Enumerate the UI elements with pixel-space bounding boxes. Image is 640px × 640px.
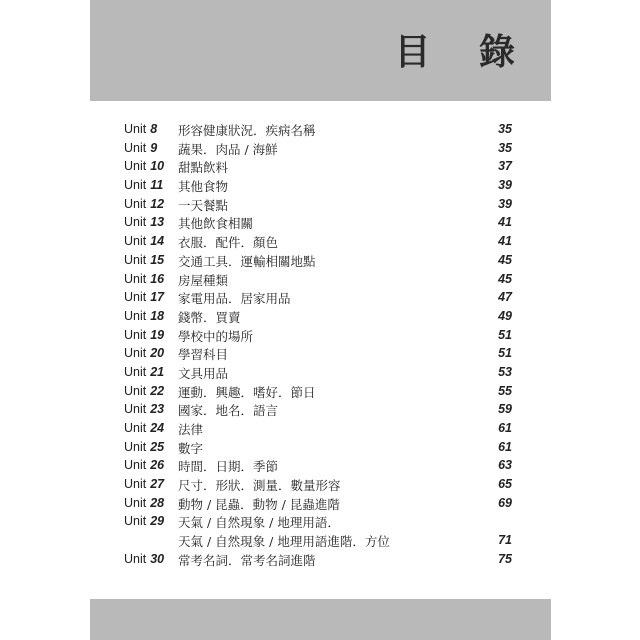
unit-number: 28	[150, 495, 165, 510]
unit-label	[124, 440, 176, 454]
unit-word: Unit	[124, 122, 147, 136]
page-number: 61	[498, 421, 512, 435]
page-number: 59	[498, 402, 512, 417]
page-number: 63	[498, 458, 512, 473]
unit-label	[124, 514, 176, 528]
page-number: 47	[498, 290, 512, 305]
unit-word: Unit	[124, 215, 147, 230]
page-number: 53	[498, 364, 512, 379]
unit-word: Unit	[124, 327, 147, 342]
page-number: 41	[498, 215, 512, 230]
unit-word: Unit	[124, 477, 147, 492]
topic-title: 家電用品．居家用品	[178, 291, 291, 307]
page-number: 71	[498, 533, 512, 548]
toc-row	[124, 384, 512, 403]
unit-number: 11	[150, 178, 164, 193]
toc-row	[124, 477, 512, 496]
unit-number: 25	[150, 439, 165, 454]
unit-label	[124, 496, 176, 510]
unit-number: 12	[150, 196, 165, 211]
unit-number: 20	[150, 346, 165, 361]
toc-row	[124, 533, 512, 552]
unit-label	[124, 215, 176, 229]
topic-title: 甜點飲料	[178, 160, 229, 176]
unit-word: Unit	[124, 271, 147, 286]
toc-row	[124, 253, 512, 272]
topic-title: 其他食物	[178, 179, 229, 195]
unit-word: Unit	[124, 421, 147, 435]
unit-word: Unit	[124, 140, 147, 155]
unit-number: 30	[150, 551, 165, 566]
page-number: 35	[498, 122, 512, 136]
unit-number: 9	[150, 140, 158, 155]
toc-row	[124, 290, 512, 309]
unit-word: Unit	[124, 252, 147, 267]
unit-word: Unit	[124, 495, 147, 510]
unit-number: 10	[150, 159, 165, 174]
toc-row	[124, 421, 512, 440]
page-number: 35	[498, 140, 512, 155]
unit-label	[124, 290, 176, 304]
unit-label	[124, 197, 176, 211]
unit-number: 27	[150, 477, 165, 492]
topic-title: 學習科目	[178, 347, 229, 363]
page-number: 51	[498, 346, 512, 361]
unit-label	[124, 421, 176, 435]
unit-number: 13	[150, 215, 165, 230]
topic-title: 錢幣．買賣	[178, 309, 241, 325]
unit-label	[124, 384, 176, 398]
unit-label	[124, 346, 176, 360]
unit-word: Unit	[124, 196, 147, 211]
header-band	[90, 0, 551, 101]
unit-number: 19	[150, 327, 165, 342]
topic-title: 交通工具．運輸相關地點	[178, 253, 316, 269]
page-number: 37	[498, 159, 512, 174]
topic-title: 一天餐點	[178, 197, 229, 213]
toc-row	[124, 402, 512, 421]
toc-row	[124, 272, 512, 291]
topic-title: 數字	[178, 440, 204, 456]
page-number: 75	[498, 551, 512, 566]
unit-label	[124, 552, 176, 566]
unit-label	[124, 477, 176, 491]
page-number: 49	[498, 308, 512, 323]
toc-row	[124, 458, 512, 477]
footer-band	[90, 599, 551, 640]
unit-number: 16	[150, 271, 165, 286]
page-number: 39	[498, 196, 512, 211]
unit-word: Unit	[124, 364, 147, 379]
page-number: 51	[498, 327, 512, 342]
topic-title: 其他飲食相關	[178, 216, 254, 232]
page-number: 55	[498, 383, 512, 398]
unit-label	[124, 141, 176, 155]
toc-row	[124, 122, 512, 141]
unit-label	[124, 272, 176, 286]
topic-title: 文具用品	[178, 365, 229, 381]
unit-number: 22	[150, 383, 165, 398]
page-number: 69	[498, 495, 512, 510]
topic-title: 衣服．配件．顏色	[178, 235, 279, 251]
unit-label	[124, 402, 176, 416]
topic-title: 天氣 / 自然現象 / 地理用語．	[178, 515, 340, 531]
toc-row	[124, 346, 512, 365]
toc-row	[124, 496, 512, 515]
topic-title: 蔬果．肉品 / 海鮮	[178, 141, 278, 157]
toc-row	[124, 178, 512, 197]
page-number: 45	[498, 271, 512, 286]
unit-word: Unit	[124, 551, 147, 566]
unit-number: 26	[150, 458, 165, 473]
toc-row	[124, 440, 512, 459]
unit-number: 8	[150, 122, 158, 136]
topic-title: 天氣 / 自然現象 / 地理用語進階．方位	[178, 534, 390, 550]
unit-label	[124, 159, 176, 173]
unit-word: Unit	[124, 402, 147, 417]
unit-label	[124, 122, 176, 136]
page-number: 39	[498, 178, 512, 193]
unit-label	[124, 365, 176, 379]
unit-number: 21	[150, 364, 165, 379]
table-of-contents	[124, 122, 512, 571]
page-number: 41	[498, 234, 512, 249]
toc-row	[124, 197, 512, 216]
page-number: 45	[498, 252, 512, 267]
page-title: 目 錄	[394, 31, 533, 73]
topic-title: 尺寸．形狀．測量．數量形容	[178, 478, 341, 494]
topic-title: 運動．興趣．嗜好．節日	[178, 384, 316, 400]
toc-row	[124, 159, 512, 178]
unit-word: Unit	[124, 290, 147, 305]
toc-row	[124, 309, 512, 328]
toc-row	[124, 215, 512, 234]
page-number: 61	[498, 439, 512, 454]
topic-title: 房屋種類	[178, 272, 229, 288]
topic-title: 學校中的場所	[178, 328, 254, 344]
unit-word: Unit	[124, 178, 147, 193]
unit-label	[124, 328, 176, 342]
unit-number: 15	[150, 252, 165, 267]
unit-word: Unit	[124, 159, 147, 174]
topic-title: 動物 / 昆蟲．動物 / 昆蟲進階	[178, 496, 340, 512]
unit-word: Unit	[124, 514, 147, 529]
unit-number: 23	[150, 402, 165, 417]
unit-label	[124, 178, 176, 192]
unit-label	[124, 253, 176, 267]
topic-title: 時間．日期．季節	[178, 459, 279, 475]
unit-number: 14	[150, 234, 165, 249]
toc-row	[124, 234, 512, 253]
unit-number: 24	[150, 421, 165, 435]
unit-label	[124, 234, 176, 248]
unit-word: Unit	[124, 234, 147, 249]
page-number: 65	[498, 477, 512, 492]
topic-title: 常考名詞．常考名詞進階	[178, 552, 316, 568]
unit-word: Unit	[124, 439, 147, 454]
unit-word: Unit	[124, 383, 147, 398]
unit-word: Unit	[124, 458, 147, 473]
topic-title: 法律	[178, 422, 204, 437]
toc-row	[124, 552, 512, 571]
toc-row	[124, 328, 512, 347]
unit-number: 17	[150, 290, 165, 305]
unit-number: 18	[150, 308, 165, 323]
topic-title: 國家．地名．語言	[178, 403, 279, 419]
topic-title: 形容健康狀況．疾病名稱	[178, 123, 316, 138]
unit-label	[124, 533, 176, 547]
toc-row	[124, 514, 512, 533]
toc-row	[124, 365, 512, 384]
unit-word: Unit	[124, 308, 147, 323]
unit-word: Unit	[124, 346, 147, 361]
unit-number: 29	[150, 514, 165, 529]
unit-label	[124, 309, 176, 323]
toc-row	[124, 141, 512, 160]
unit-label	[124, 458, 176, 472]
